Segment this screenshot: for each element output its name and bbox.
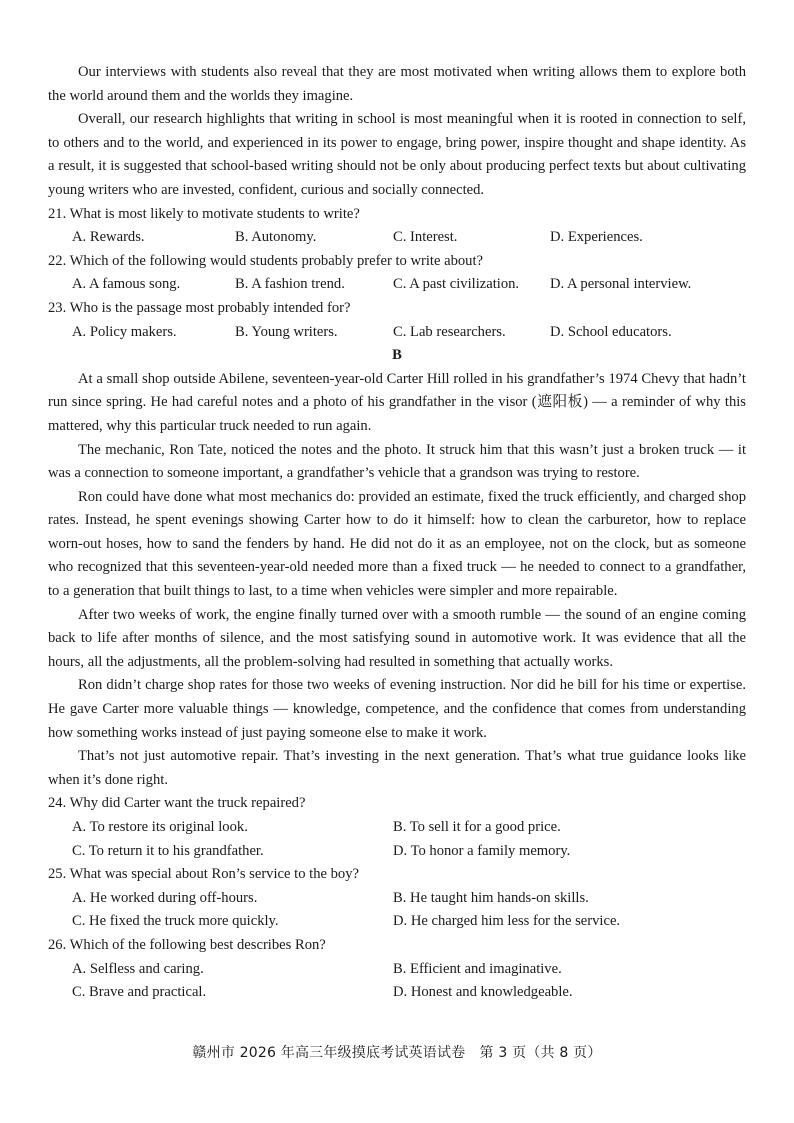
option: A. Selfless and caring. (72, 960, 204, 977)
option: C. To return it to his grandfather. (72, 842, 264, 859)
option: B. Autonomy. (235, 229, 317, 246)
option: C. A past civilization. (393, 276, 520, 293)
option: D. He charged him less for the service. (393, 913, 621, 930)
option: D. Honest and knowledgeable. (393, 984, 573, 1001)
question-stem: 22. Which of the following would students probably prefer to write about? (48, 252, 484, 269)
question-24 (48, 792, 746, 863)
option: B. Young writers. (235, 323, 338, 340)
option: A. He worked during off-hours. (72, 889, 258, 906)
paragraph: Ron didn’t charge shop rates for those two weeks of evening instruction. Nor did he bill for his time or expertise. He gave Carter more valuable things — knowledge, competence, and the confidence that comes from understanding how something works instead of just paying someone else to make it work. (48, 677, 746, 741)
question-26 (48, 934, 746, 1005)
question-stem: 25. What was special about Ron’s service to the boy? (48, 866, 359, 883)
paragraph: The mechanic, Ron Tate, noticed the notes and the photo. It struck him that this wasn’t just a broken truck — it was a connection to someone important, a grandfather’s vehicle that a grandson was trying to restore. (48, 441, 746, 482)
question-stem: 23. Who is the passage most probably intended for? (48, 299, 351, 316)
question-stem: 21. What is most likely to motivate students to write? (48, 205, 360, 222)
option: B. To sell it for a good price. (393, 819, 561, 835)
option: A. Policy makers. (72, 323, 177, 340)
question-stem: 24. Why did Carter want the truck repaired? (48, 795, 306, 812)
option: C. Lab researchers. (393, 323, 506, 340)
section-heading: B (392, 347, 402, 364)
page-footer: 赣州市 2026 年高三年级摸底考试英语试卷 第 3 页（共 8 页） (192, 1045, 602, 1061)
paragraph: Our interviews with students also reveal that they are most motivated when writing allows them to explore both the world around them and the worlds they imagine. (48, 64, 746, 104)
option: C. Brave and practical. (72, 984, 207, 1001)
option: C. Interest. (393, 229, 458, 246)
option: A. Rewards. (72, 229, 145, 246)
option: B. Efficient and imaginative. (393, 960, 562, 977)
option: D. Experiences. (550, 229, 643, 246)
question-stem: 26. Which of the following best describes Ron? (48, 936, 326, 953)
exam-page (48, 61, 746, 1005)
option: B. He taught him hands-on skills. (393, 889, 589, 906)
option: D. To honor a family memory. (393, 842, 571, 859)
paragraph: Overall, our research highlights that writing in school is most meaningful when it is rooted in connection to self, to others and to the world, and experienced in its power to engage, bring power, inspire thought and shape identity. As a result, it is suggested that school-based writing should not be only about producing perfect texts but about cultivating young writers who are invested, confident, curious and socially connected. (48, 111, 746, 198)
question-23 (48, 297, 746, 344)
question-25 (48, 863, 746, 934)
paragraph: That’s not just automotive repair. That’s investing in the next generation. That’s what true guidance looks like when it’s done right. (48, 748, 746, 788)
question-22 (48, 250, 746, 297)
option: C. He fixed the truck more quickly. (72, 913, 279, 930)
question-21 (48, 203, 746, 250)
option: D. A personal interview. (550, 276, 692, 293)
option: A. A famous song. (72, 276, 181, 293)
paragraph: After two weeks of work, the engine finally turned over with a smooth rumble — the sound of an engine coming back to life after months of silence, and the most satisfying sound in automotive work. It was evidence that all the hours, all the adjustments, all the problem-solving had resulted in something that actually works. (48, 606, 746, 670)
option: D. School educators. (550, 323, 672, 340)
paragraph: Ron could have done what most mechanics do: provided an estimate, fixed the truck efficiently, and charged shop rates. Instead, he spent evenings showing Carter how to do it himself: how to clean the carburetor, how to replace worn-out hoses, how to sand the fenders by hand. He did not do it as an employee, not on the clock, but as someone who recognized that this seventeen-year-old needed more than a fixed truck — he needed to connect to a grandfather, to a generation that built things to last, to a time when vehicles were simpler and more repairable. (48, 488, 746, 600)
option: B. A fashion trend. (235, 276, 345, 293)
option: A. To restore its original look. (72, 819, 248, 835)
paragraph: At a small shop outside Abilene, seventeen-year-old Carter Hill rolled in his grandfather’s 1974 Chevy that hadn’t run since spring. He had careful notes and a photo of his grandfather in the visor (遮阳板) — a reminder of why this mattered, why this particular truck needed to run again. (48, 370, 746, 434)
